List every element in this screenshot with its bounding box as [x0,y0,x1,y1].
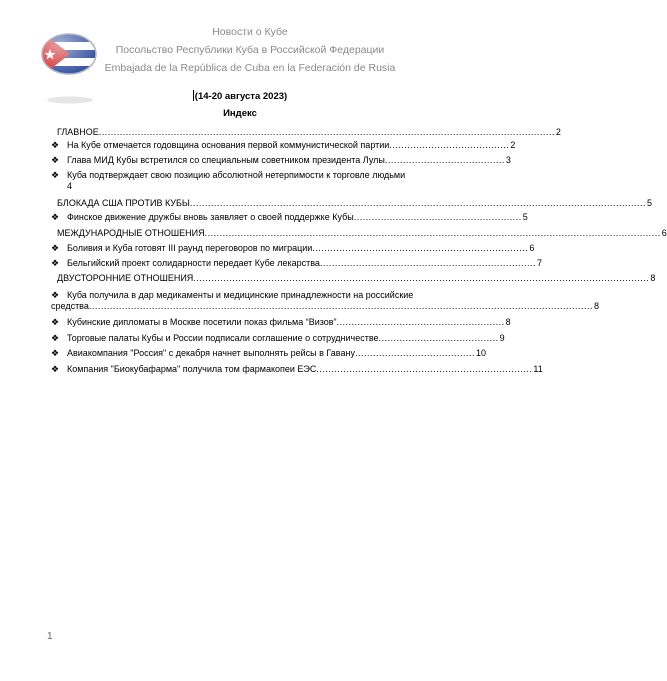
index-heading: Индекс [223,108,257,119]
toc-item[interactable]: Глава МИД Кубы встретился со специальным советником президента Лулы ........................................ 3 [67,155,511,165]
toc-item[interactable]: Куба подтверждает свою позицию абсолютной нетерпимости к торговле людьми 4 [67,170,406,191]
toc-section-main[interactable]: ГЛАВНОЕ ........................................................................................................................................................ 2 [57,127,561,137]
bullet-icon: ❖ [51,317,60,327]
toc-item[interactable]: Торговые палаты Кубы и России подписали соглашение о сотрудничестве ........................................ 9 [67,333,505,343]
bullet-icon: ❖ [51,348,60,358]
page-number: 1 [47,631,53,642]
text-cursor [193,90,194,101]
bullet-icon: ❖ [51,258,60,268]
toc-item[interactable]: Авиакомпания "Россия" с декабря начнет выполнять рейсы в Гавану ........................................ 10 [67,348,487,358]
bullet-icon: ❖ [51,364,60,374]
bullet-icon: ❖ [51,140,60,150]
toc-item[interactable]: На Кубе отмечается годовщина основания первой коммунистической партии ........................................ 2 [67,140,516,150]
toc-section-international[interactable]: МЕЖДУНАРОДНЫЕ ОТНОШЕНИЯ ........................................................................................................................................................ 6 [57,228,667,238]
bullet-icon: ❖ [51,155,60,165]
bullet-icon: ❖ [51,170,60,180]
toc-item[interactable]: Бельгийский проект солидарности передает Кубе лекарства ........................................................................ 7 [67,258,542,268]
bullet-icon: ❖ [51,290,60,300]
toc-item[interactable]: Кубинские дипломаты в Москве посетили показ фильма “Визов” ........................................................ 8 [67,317,511,327]
newsletter-title: Новости о Кубе [212,26,288,38]
cuba-flag-logo [38,29,100,79]
toc-item[interactable]: Куба получила в дар медикаменты и медицинские принадлежности на российские [67,290,414,300]
toc-item[interactable]: Компания "Биокубафарма" получила том фармакопеи ЕЭС ........................................................................ 11 [67,364,543,374]
bullet-icon: ❖ [51,243,60,253]
toc-item[interactable]: Боливия и Куба готовят III раунд переговоров по миграции ........................................................................ 6 [67,243,535,253]
toc-section-bilateral[interactable]: ДВУСТОРОННИЕ ОТНОШЕНИЯ ........................................................................................................................................................ 8 [57,273,656,283]
toc-item-continuation[interactable]: средства ........................................................................................................................................................................ 8 [51,301,599,311]
embassy-name-es: Embajada de la República de Cuba en la Federación de Rusia [104,62,396,74]
bullet-icon: ❖ [51,333,60,343]
date-range: (14-20 августа 2023) [194,91,288,102]
toc-section-blockade[interactable]: БЛОКАДА США ПРОТИВ КУБЫ ........................................................................................................................................................ 5 [57,198,652,208]
bullet-icon: ❖ [51,212,60,222]
embassy-name-ru: Посольство Республики Куба в Российской Федерации [115,44,385,56]
toc-item[interactable]: Финское движение дружбы вновь заявляет о своей поддержке Кубы ........................................................ 5 [67,212,528,222]
